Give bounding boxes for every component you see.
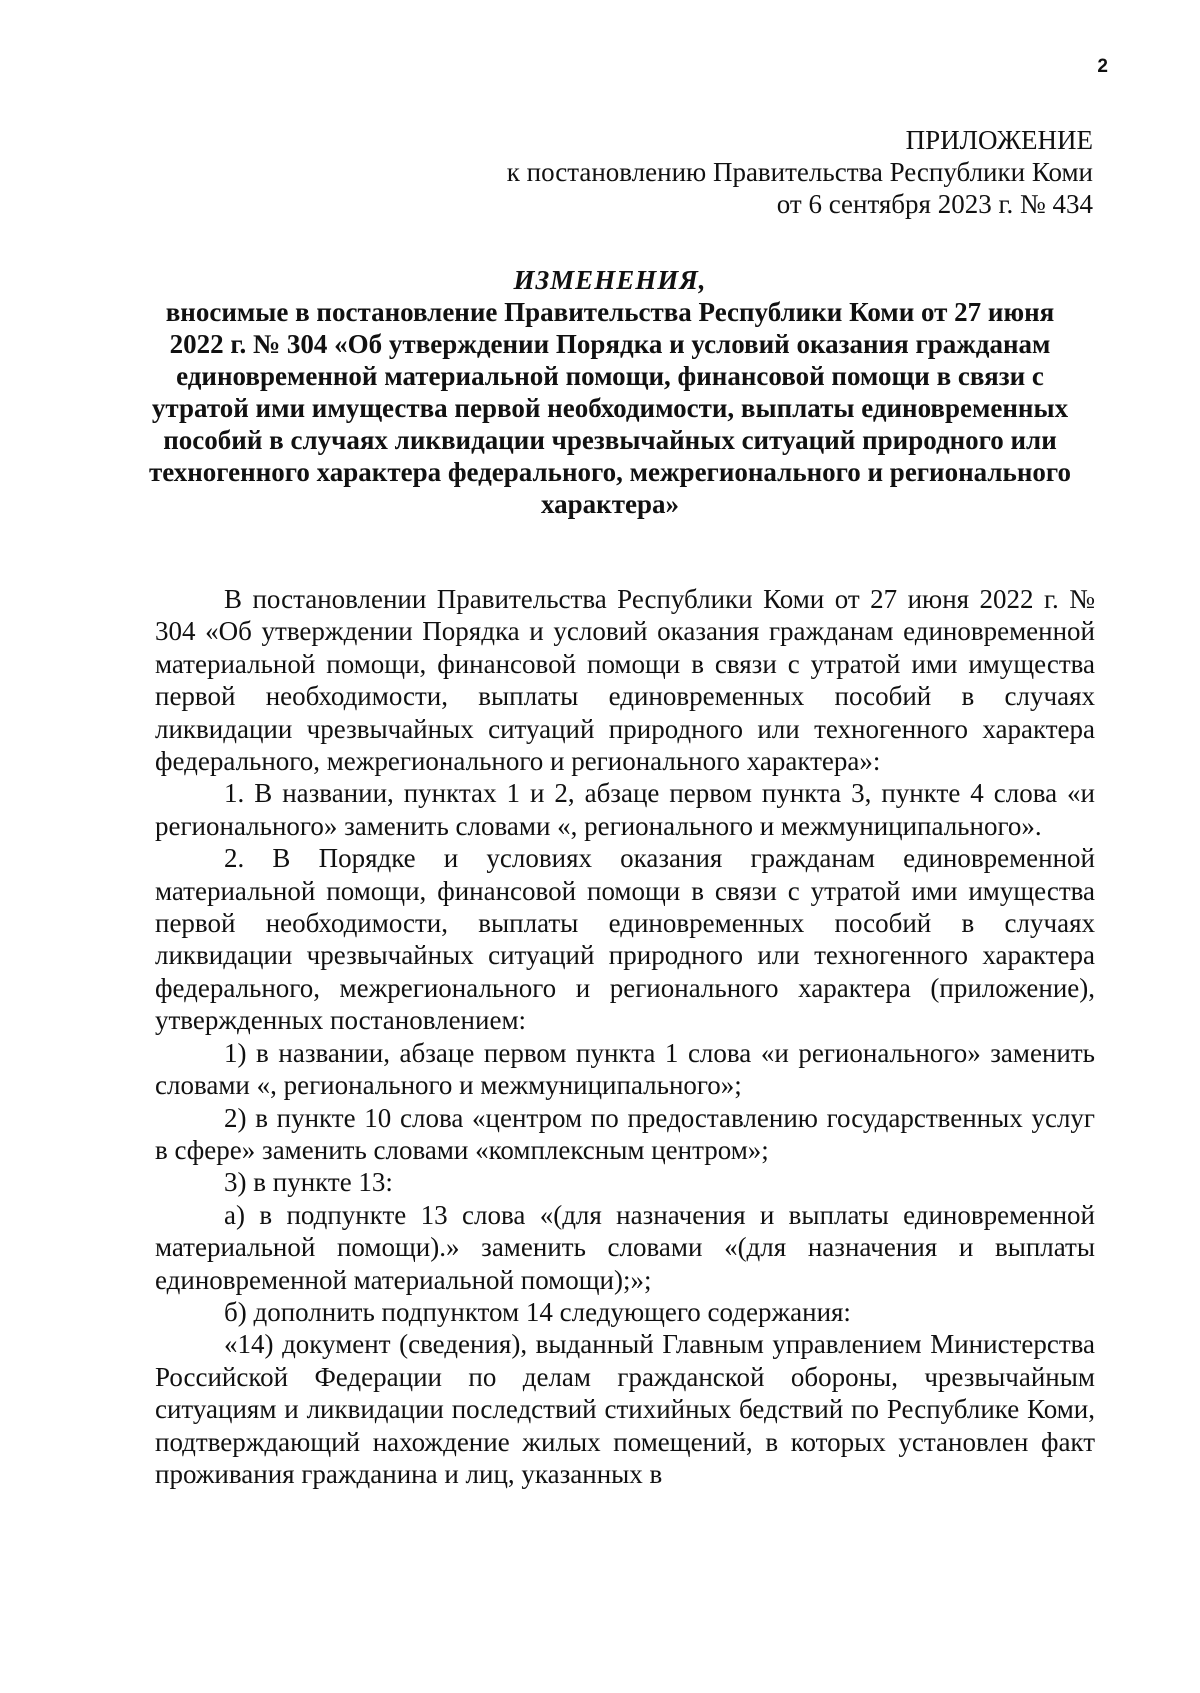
document-body [155,583,1095,1490]
paragraph-item-1: 1. В названии, пунктах 1 и 2, абзаце первом пункта 3, пункте 4 слова «и регионального» заменить словами «, регионального и межмуниципального». [155,778,1095,841]
paragraph-subitem-1: 1) в названии, абзаце первом пункта 1 слова «и регионального» заменить словами «, регионального и межмуниципального»; [155,1037,1095,1101]
paragraph-intro: В постановлении Правительства Республики Коми от 27 июня 2022 г. № 304 «Об утверждении Порядка и условий оказания гражданам единовременной материальной помощи, финансовой помощи в связи с утратой ими имущества первой необходимости, выплаты единовременных пособий в случаях ликвидации чрезвычайных ситуаций природного или техногенного характера федерального, межрегионального и регионального характера»: [155,584,1095,777]
paragraph-subitem-3a: а) в подпункте 13 слова «(для назначения и выплаты единовременной материальной помощи).» заменить словами «(для назначения и выплаты единовременной материальной помощи);»; [155,1199,1095,1295]
appendix-reference: к постановлению Правительства Республики Коми [506,157,1093,187]
paragraph-item-2: 2. В Порядке и условиях оказания гражданам единовременной материальной помощи, финансовой помощи в связи с утратой ими имущества первой необходимости, выплаты единовременных пособий в случаях ликвидации чрезвычайных ситуаций природного или техногенного характера федерального, межрегионального и регионального характера (приложение), утвержденных постановлением: [155,843,1095,1036]
appendix-date-number: от 6 сентября 2023 г. № 434 [776,189,1093,219]
paragraph-subitem-14: «14) документ (сведения), выданный Главным управлением Министерства Российской Федерации по делам гражданской обороны, чрезвычайным ситуациям и ликвидации последствий стихийных бедствий по Республике Коми, подтверждающий нахождение жилых помещений, в которых установлен факт проживания гражданина и лиц, указанных в [155,1329,1095,1489]
paragraph-subitem-2: 2) в пункте 10 слова «центром по предоставлению государственных услуг в сфере» заменить словами «комплексным центром»; [155,1102,1095,1165]
paragraph-subitem-3: 3) в пункте 13: [224,1167,393,1198]
document-title [140,264,1080,520]
appendix-header [507,124,1093,220]
appendix-label: ПРИЛОЖЕНИЕ [905,125,1093,155]
paragraph-subitem-3b: б) дополнить подпунктом 14 следующего содержания: [224,1296,851,1327]
page-number: 2 [1097,56,1108,77]
title-subtitle: вносимые в постановление Правительства Республики Коми от 27 июня 2022 г. № 304 «Об утверждении Порядка и условий оказания гражданам единовременной материальной помощи, финансовой помощи в связи с утратой ими имущества первой необходимости, выплаты единовременных пособий в случаях ликвидации чрезвычайных ситуаций природного или техногенного характера федерального, межрегионального и регионального характера» [149,297,1071,519]
title-heading: ИЗМЕНЕНИЯ, [513,265,707,295]
